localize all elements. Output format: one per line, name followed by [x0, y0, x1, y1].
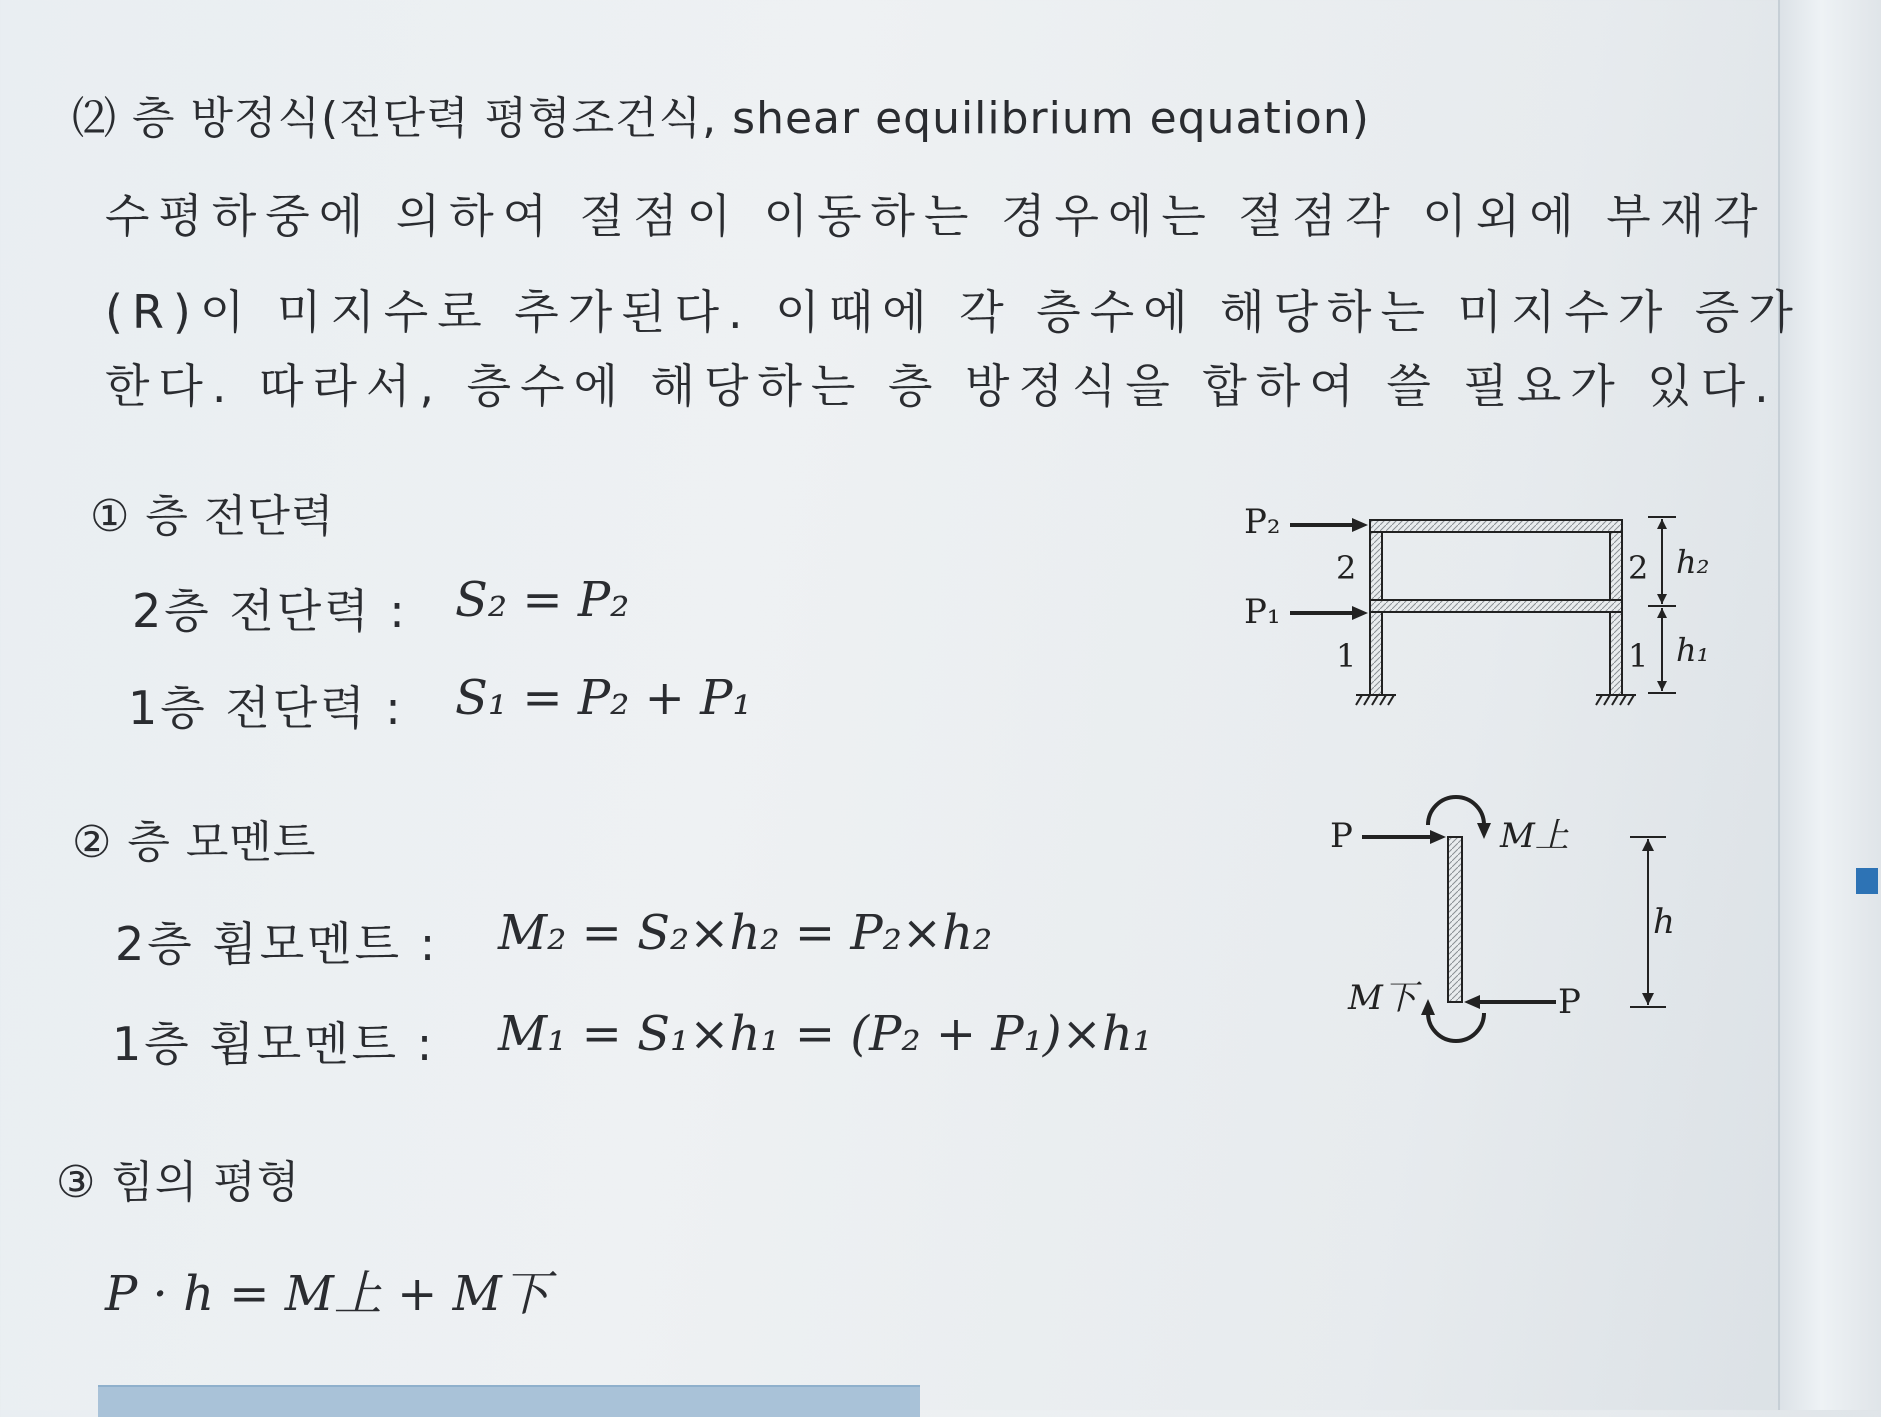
next-section-band [98, 1385, 920, 1417]
moment-line-1-label: 1층 휨모멘트 : [112, 1017, 436, 1071]
frame-top-beam [1370, 520, 1622, 532]
moment-arc-top [1428, 797, 1491, 839]
load-arrow-top [1290, 518, 1368, 532]
moment-title: ② 층 모멘트 [72, 817, 317, 868]
column-diagram [1320, 795, 1740, 1070]
shear-title: ① 층 전단력 [90, 491, 335, 542]
frame-right-support [1596, 695, 1636, 705]
column-load-arrow-top [1362, 830, 1446, 844]
balance-title: ③ 힘의 평형 [56, 1157, 301, 1208]
page-edge [1778, 0, 1881, 1410]
right-column-label-top: 2 [1628, 549, 1649, 587]
moment-line-2-equation: M₂ = S₂×h₂ = P₂×h₂ [498, 905, 993, 961]
column-load-label-bottom: P [1558, 982, 1581, 1022]
height-label-top: h₂ [1676, 543, 1710, 581]
page-marker [1856, 868, 1878, 894]
section-heading: ⑵ 층 방정식(전단력 평형조건식, shear equilibrium equation) [72, 93, 1370, 144]
column-member [1448, 837, 1462, 1002]
load-label-bottom: P₁ [1244, 592, 1281, 632]
shear-line-1-equation: S₁ = P₂ + P₁ [455, 670, 752, 726]
frame-middle-beam [1370, 600, 1622, 612]
shear-line-1-label: 1층 전단력 : [128, 681, 404, 735]
shear-line-2-label: 2층 전단력 : [132, 584, 408, 638]
paragraph-line-2: (R)이 미지수로 추가된다. 이때에 각 층수에 해당하는 미지수가 증가 [105, 285, 1802, 339]
load-label-top: P₂ [1244, 502, 1281, 542]
left-column-label-bottom: 1 [1336, 637, 1357, 675]
shear-line-2-equation: S₂ = P₂ [455, 572, 630, 628]
frame-left-support [1356, 695, 1396, 705]
paragraph-line-1: 수평하중에 의하여 절점이 이동하는 경우에는 절점각 이외에 부재각 [105, 189, 1767, 243]
load-arrow-bottom [1290, 606, 1368, 620]
paragraph-line-3: 한다. 따라서, 층수에 해당하는 층 방정식을 합하여 쓸 필요가 있다. [105, 359, 1778, 413]
right-column-label-bottom: 1 [1628, 637, 1649, 675]
moment-label-top: M上 [1500, 816, 1569, 856]
height-dimension [1648, 517, 1676, 693]
column-height-label: h [1653, 902, 1675, 942]
frame-diagram [1230, 495, 1750, 735]
left-column-label-top: 2 [1336, 549, 1357, 587]
height-label-bottom: h₁ [1676, 631, 1710, 669]
column-load-label-top: P [1330, 816, 1353, 856]
column-load-arrow-bottom [1464, 995, 1556, 1009]
balance-equation: P · h = M上 + M下 [105, 1266, 550, 1322]
moment-label-bottom: M下 [1348, 978, 1417, 1018]
moment-line-1-equation: M₁ = S₁×h₁ = (P₂ + P₁)×h₁ [498, 1006, 1152, 1062]
moment-line-2-label: 2층 휨모멘트 : [115, 917, 439, 971]
